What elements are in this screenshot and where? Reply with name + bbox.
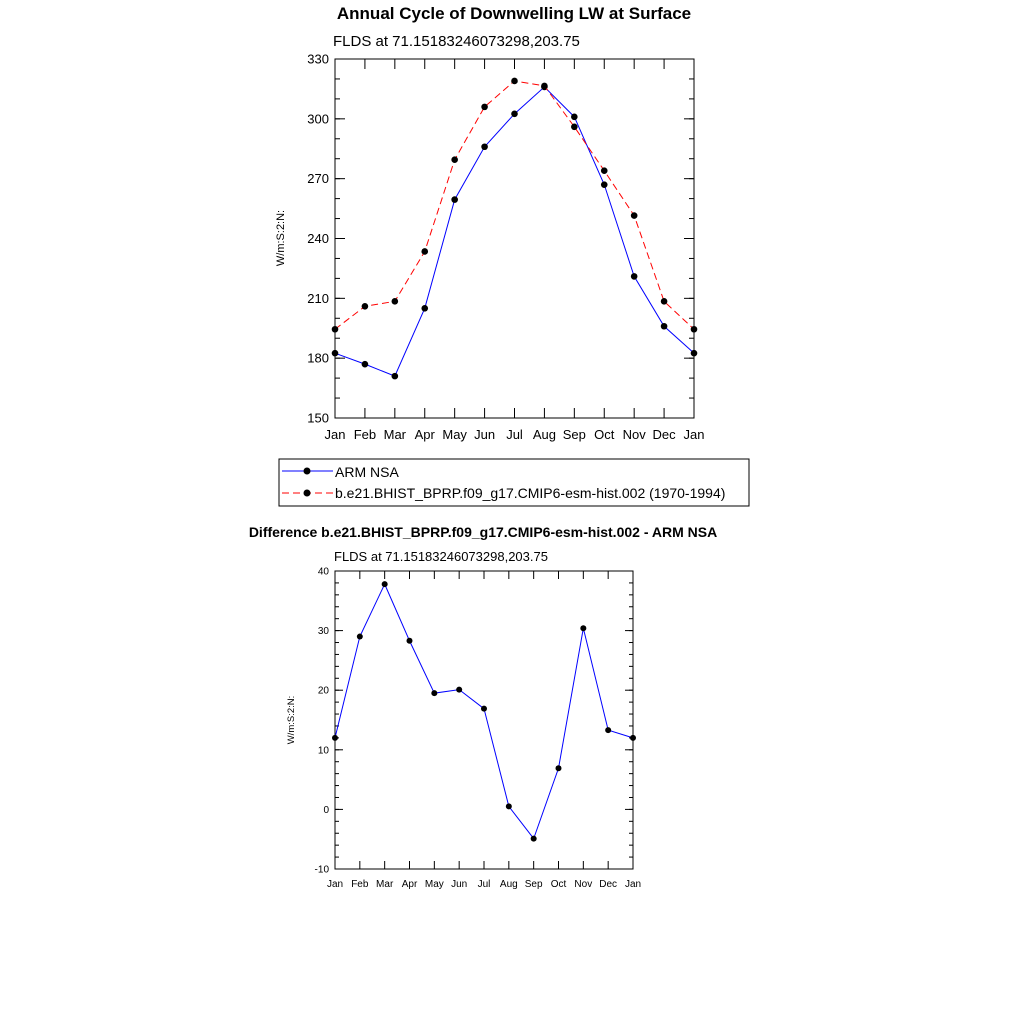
series-0-point xyxy=(481,706,487,712)
x-tick-label: Dec xyxy=(599,879,618,890)
legend-marker-model xyxy=(304,490,311,497)
y-tick-label: -10 xyxy=(314,864,329,876)
chart2-title: Difference b.e21.BHIST_BPRP.f09_g17.CMIP6-esm-hist.002 - ARM NSA xyxy=(248,524,718,540)
x-tick-label: Jun xyxy=(474,427,496,442)
x-tick-label: Apr xyxy=(414,427,435,442)
chart2-ylabel: W/m:S:2:N: xyxy=(286,695,297,745)
x-tick-label: Jul xyxy=(477,879,491,890)
x-tick-label: Oct xyxy=(594,427,615,442)
x-tick-label: Nov xyxy=(622,427,646,442)
series-0-point xyxy=(382,581,388,587)
series-1-point xyxy=(392,298,399,305)
series-0-point xyxy=(392,373,399,380)
series-0-point xyxy=(631,273,638,280)
x-tick-label: Jan xyxy=(624,879,642,890)
y-tick-label: 330 xyxy=(307,51,329,67)
series-1-point xyxy=(511,78,518,85)
series-1-point xyxy=(451,156,458,163)
series-0-point xyxy=(362,361,369,368)
y-tick-label: 0 xyxy=(323,804,329,816)
series-0-point xyxy=(332,735,338,741)
x-tick-label: Aug xyxy=(499,879,518,890)
y-tick-label: 10 xyxy=(317,745,329,757)
x-tick-label: Aug xyxy=(532,427,556,442)
x-tick-label: Apr xyxy=(401,879,418,890)
series-0-point xyxy=(556,765,562,771)
y-tick-label: 20 xyxy=(317,685,329,697)
y-tick-label: 180 xyxy=(307,350,329,366)
series-0-point xyxy=(332,350,339,357)
series-0-point xyxy=(481,143,488,150)
legend-label-model: b.e21.BHIST_BPRP.f09_g17.CMIP6-esm-hist.002 (1970-1994) xyxy=(335,485,726,501)
chart1-ylabel: W/m:S:2:N: xyxy=(275,209,287,267)
legend-label-arm: ARM NSA xyxy=(335,464,399,480)
chart2-subtitle: FLDS at 71.15183246073298,203.75 xyxy=(334,549,548,564)
x-tick-label: Oct xyxy=(550,879,567,890)
y-tick-label: 270 xyxy=(307,171,329,187)
series-line-1 xyxy=(335,81,694,329)
series-1-point xyxy=(332,326,339,333)
x-tick-label: May xyxy=(442,427,467,442)
y-tick-label: 300 xyxy=(307,111,329,127)
series-0-point xyxy=(571,114,578,121)
annual-cycle-chart xyxy=(275,4,704,442)
series-1-point xyxy=(601,167,608,174)
x-tick-label: May xyxy=(424,879,444,890)
legend-marker-arm xyxy=(304,468,311,475)
series-1-point xyxy=(362,303,369,310)
series-0-point xyxy=(407,638,413,644)
x-tick-label: Jul xyxy=(506,427,523,442)
x-tick-label: Jan xyxy=(324,427,346,442)
series-0-point xyxy=(357,634,363,640)
series-0-point xyxy=(580,625,586,631)
x-tick-label: Feb xyxy=(353,427,377,442)
x-tick-label: Sep xyxy=(524,879,543,890)
series-1-point xyxy=(691,326,698,333)
series-0-point xyxy=(531,836,537,842)
chart1-legend xyxy=(279,459,749,506)
difference-chart xyxy=(249,524,717,890)
series-1-point xyxy=(571,124,578,131)
x-tick-label: Dec xyxy=(652,427,676,442)
y-tick-label: 30 xyxy=(317,626,329,638)
y-tick-label: 240 xyxy=(307,231,329,247)
series-1-point xyxy=(631,212,638,219)
y-tick-label: 40 xyxy=(317,566,329,578)
series-0-point xyxy=(506,803,512,809)
chart1-subtitle: FLDS at 71.15183246073298,203.75 xyxy=(333,33,580,50)
series-1-point xyxy=(661,298,668,305)
series-1-point xyxy=(541,83,548,90)
x-tick-label: Sep xyxy=(562,427,586,442)
series-0-point xyxy=(601,181,608,188)
series-0-point xyxy=(456,687,462,693)
series-0-point xyxy=(661,323,668,330)
x-tick-label: Jan xyxy=(683,427,705,442)
series-0-point xyxy=(511,111,518,118)
x-tick-label: Mar xyxy=(376,879,394,890)
chart1-title: Annual Cycle of Downwelling LW at Surface xyxy=(336,4,692,23)
x-tick-label: Nov xyxy=(574,879,593,890)
y-tick-label: 210 xyxy=(307,290,329,306)
y-tick-label: 150 xyxy=(307,410,329,426)
x-tick-label: Jan xyxy=(326,879,344,890)
series-0-point xyxy=(431,690,437,696)
series-1-point xyxy=(421,248,428,255)
series-0-point xyxy=(605,727,611,733)
series-0-point xyxy=(421,305,428,312)
x-tick-label: Feb xyxy=(351,879,369,890)
series-0-point xyxy=(451,196,458,203)
x-tick-label: Jun xyxy=(451,879,468,890)
chart2-plot-frame xyxy=(335,571,633,869)
series-0-point xyxy=(630,735,636,741)
series-1-point xyxy=(481,104,488,111)
series-0-point xyxy=(691,350,698,357)
x-tick-label: Mar xyxy=(383,427,407,442)
